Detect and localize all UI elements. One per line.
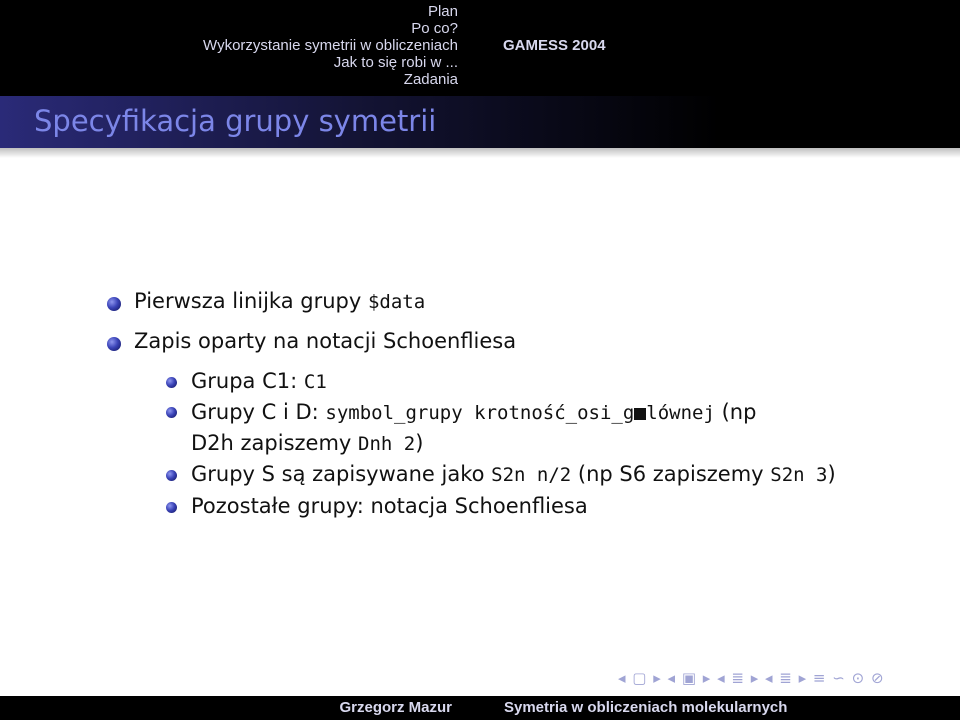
nav-section-jak-to-sie-robi[interactable]: Jak to się robi w ... [333, 54, 458, 71]
frame-title: Specyfikacja grupy symetrii [34, 104, 437, 138]
missing-glyph-box [634, 408, 646, 420]
footer-title: Symetria w obliczeniach molekularnych [504, 699, 788, 716]
item-code: symbol_grupy krotność_osi_g [325, 402, 635, 424]
item-text: (np [714, 400, 757, 424]
item-text: (np S6 zapiszemy [571, 462, 771, 486]
item-text: ) [827, 462, 836, 486]
item-code: lównej [646, 402, 715, 424]
sub-list-item [191, 369, 327, 393]
footer-bar [0, 696, 960, 720]
item-text: ) [415, 431, 424, 455]
item-text: D2h zapiszemy [191, 431, 359, 455]
item-text: Pierwsza linijka grupy [134, 289, 368, 313]
item-text: Grupy C i D: [191, 400, 326, 424]
item-text: Grupy S są zapisywane jako [191, 462, 492, 486]
bullet-icon [107, 297, 121, 311]
footer-author: Grzegorz Mazur [339, 699, 452, 716]
nav-section-wykorzystanie[interactable]: Wykorzystanie symetrii w obliczeniach [203, 37, 458, 54]
item-text: Pozostałe grupy: notacja Schoenfliesa [191, 494, 588, 518]
sub-list-item-continuation [191, 431, 423, 455]
item-text: Zapis oparty na notacji Schoenfliesa [134, 329, 517, 353]
sub-bullet-icon [166, 502, 177, 513]
list-item [134, 329, 516, 353]
item-code: S2n 3 [770, 464, 828, 486]
item-code: C1 [303, 371, 327, 393]
sub-bullet-icon [166, 377, 177, 388]
sub-list-item [191, 462, 836, 486]
nav-section-zadania[interactable]: Zadania [403, 71, 458, 88]
item-code: S2n n/2 [491, 464, 572, 486]
item-code: $data [367, 291, 426, 313]
sub-list-item [191, 494, 588, 518]
sub-bullet-icon [166, 470, 177, 481]
list-item [134, 289, 425, 313]
sub-list-item [191, 400, 756, 424]
item-code: Dnh 2 [358, 433, 416, 455]
beamer-navigation-icons[interactable]: ◂ ▢ ▸ ◂ ▣ ▸ ◂ ≣ ▸ ◂ ≣ ▸ ≡ ∽ ⊙ ⊘ [618, 669, 885, 687]
bullet-icon [107, 337, 121, 351]
sub-bullet-icon [166, 407, 177, 418]
nav-section-po-co[interactable]: Po co? [411, 20, 458, 37]
nav-subsection-gamess[interactable]: GAMESS 2004 [503, 37, 606, 54]
item-text: Grupa C1: [191, 369, 304, 393]
nav-section-plan[interactable]: Plan [427, 3, 458, 20]
